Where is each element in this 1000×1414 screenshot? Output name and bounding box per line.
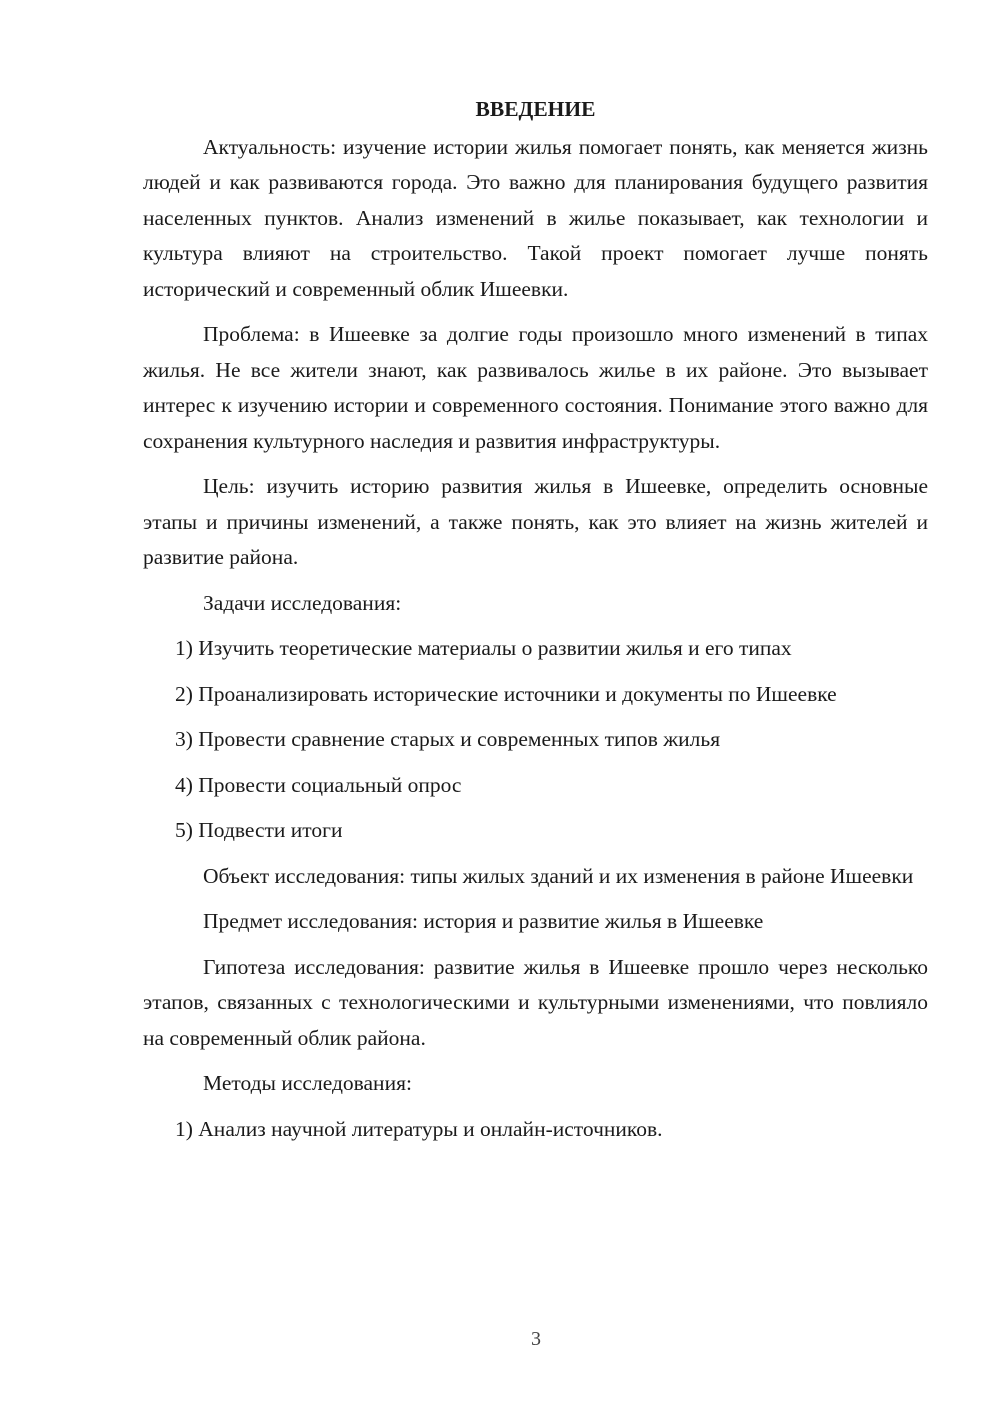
task-item: 3) Провести сравнение старых и современных типов жилья <box>175 727 721 751</box>
document-page <box>143 92 928 1157</box>
goal-paragraph: Цель: изучить историю развития жилья в Ишеевке, определить основные этапы и причины изменений, а также понять, как это влияет на жизнь жителей и развитие района. <box>143 474 928 569</box>
task-item: 4) Провести социальный опрос <box>175 772 462 797</box>
methods-heading: Методы исследования: <box>203 1071 412 1095</box>
problem-paragraph: Проблема: в Ишеевке за долгие годы произошло много изменений в типах жилья. Не все жители знают, как развивалось жилье в их районе. Это вызывает интерес к изучению истории и современного состояния. Понимание этого важно для сохранения культурного наследия и развития инфраструктуры. <box>143 322 928 453</box>
task-item: 2) Проанализировать исторические источники и документы по Ишеевке <box>175 681 837 706</box>
tasks-heading: Задачи исследования: <box>203 590 402 615</box>
relevance-paragraph: Актуальность: изучение истории жилья помогает понять, как меняется жизнь людей и как развиваются города. Это важно для планирования будущего развития населенных пунктов. Анализ изменений в жилье показывает, как технологии и культура влияют на строительство. Такой проект помогает лучше понять исторический и современный облик Ишеевки. <box>143 134 928 301</box>
object-paragraph: Объект исследования: типы жилых зданий и их изменения в районе Ишеевки <box>203 863 914 888</box>
subject-paragraph: Предмет исследования: история и развитие жилья в Ишеевке <box>203 909 764 933</box>
method-item: 1) Анализ научной литературы и онлайн-источников. <box>175 1116 663 1141</box>
task-item: 1) Изучить теоретические материалы о развитии жилья и его типах <box>175 636 792 660</box>
hypothesis-paragraph: Гипотеза исследования: развитие жилья в Ишеевке прошло через несколько этапов, связанных с технологическими и культурными изменениями, что повлияло на современный облик района. <box>143 954 928 1050</box>
page-number: 3 <box>531 1328 541 1350</box>
section-title: ВВЕДЕНИЕ <box>475 97 596 121</box>
task-item: 5) Подвести итоги <box>175 818 343 842</box>
